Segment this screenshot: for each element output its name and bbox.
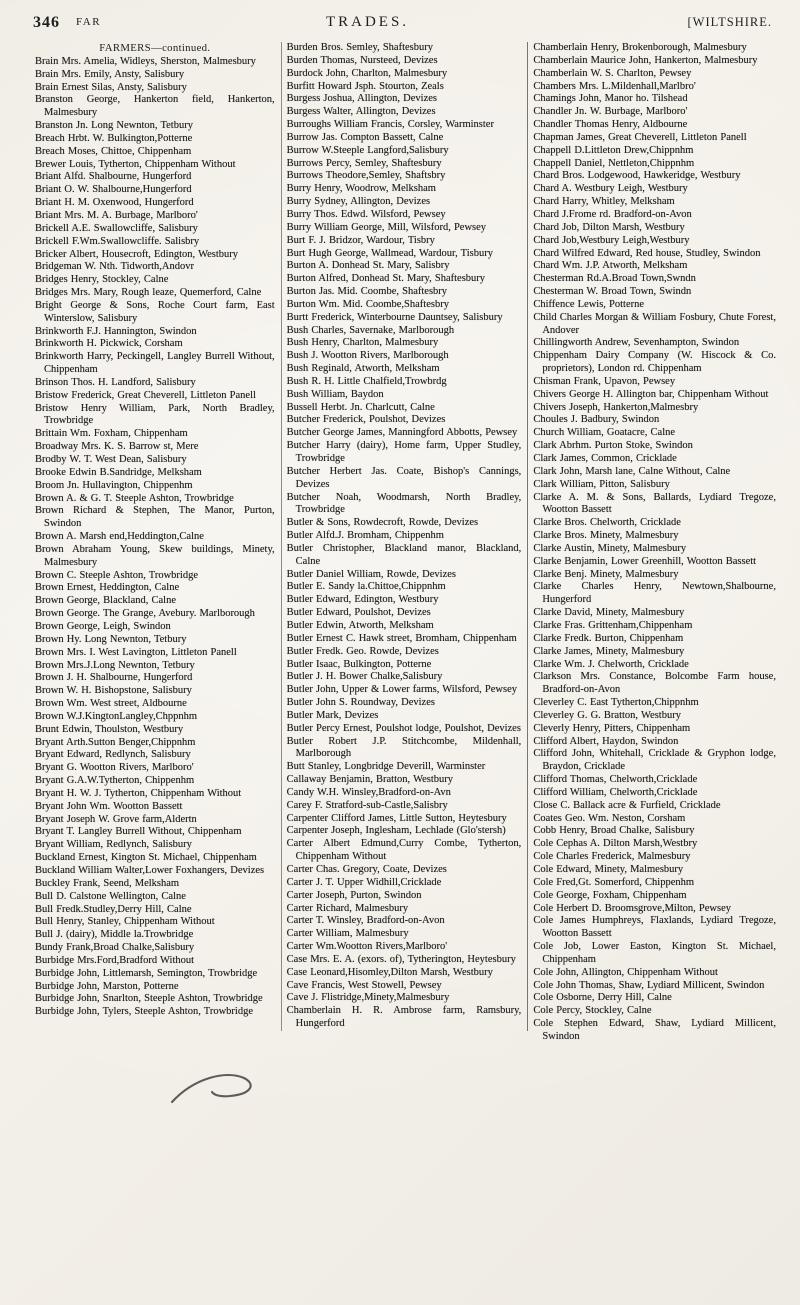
entry-list-3: [533, 42, 776, 1044]
directory-entry: Burden Bros. Semley, Shaftesbury: [286, 42, 433, 53]
directory-entry: Burfitt Howard Jsph. Stourton, Zeals: [286, 80, 444, 92]
directory-entry: Carter Wm.Wootton Rivers,Marlboro': [286, 941, 448, 953]
directory-entry: Chappell Daniel, Nettleton,Chippnhm: [533, 157, 695, 169]
directory-entry: Bryant G. Wootton Rivers, Marlboro': [35, 762, 194, 774]
directory-entry: Butcher Frederick, Poulshot, Devizes: [286, 414, 446, 426]
directory-entry: Burbidge Mrs.Ford,Bradford Without: [35, 954, 195, 966]
directory-entry: Brinkworth H. Pickwick, Corsham: [35, 338, 183, 350]
directory-entry: Butler Edward, Edington, Westbury: [286, 594, 439, 606]
directory-entry: Bush R. H. Little Chalfield,Trowbrdg: [286, 375, 447, 387]
directory-entry: Burdock John, Charlton, Malmesbury: [286, 67, 448, 79]
directory-entry: Cleverly Henry, Pitters, Chippenham: [533, 722, 691, 734]
directory-entry: Butler & Sons, Rowdecroft, Rowde, Devizes: [286, 517, 479, 529]
directory-entry: Case Mrs. E. A. (exors. of), Tytherington, Heytesbury: [286, 953, 516, 965]
directory-entry: Clarke Bros. Minety, Malmesbury: [533, 530, 679, 542]
directory-entry: Bush William, Baydon: [286, 388, 384, 400]
directory-entry: Bridgeman W. Nth. Tidworth,Andovr: [35, 261, 195, 273]
directory-entry: Burden Thomas, Nursteed, Devizes: [286, 54, 438, 66]
entry-list-2: [287, 42, 522, 1031]
directory-entry: Brickell F.Wm.Swallowcliffe. Salisbry: [35, 235, 200, 247]
directory-entry: Clarke A. M. & Sons, Ballards, Lydiard Tregoze, Wootton Bassett: [533, 491, 776, 516]
directory-entry: Cole Osborne, Derry Hill, Calne: [533, 992, 672, 1004]
directory-entry: Callaway Benjamin, Bratton, Westbury: [286, 774, 454, 786]
directory-entry: Brittain Wm. Foxham, Chippenham: [35, 428, 188, 440]
directory-entry: Choules J. Badbury, Swindon: [533, 414, 660, 426]
directory-entry: Clarke James, Minety, Malmesbury: [533, 645, 685, 657]
directory-entry: Burbidge John, Tylers, Steeple Ashton, Trowbridge: [35, 1006, 253, 1018]
directory-entry: Bryant G.A.W.Tytherton, Chippenhm: [35, 775, 195, 787]
directory-entry: Cole Charles Frederick, Malmesbury: [533, 851, 691, 863]
directory-entry: Carpenter Joseph, Inglesham, Lechlade (Glo'stersh): [286, 825, 506, 837]
entry-list-1: [35, 56, 275, 1019]
directory-entry: Bush J. Wootton Rivers, Marlborough: [286, 350, 449, 362]
directory-entry: Brown Mrs. I. West Lavington, Littleton Panell: [35, 646, 237, 658]
directory-entry: Butler E. Sandy la.Chittoe,Chippnhm: [286, 581, 446, 593]
directory-entry: Cole John Thomas, Shaw, Lydiard Millicent, Swindon: [533, 979, 765, 991]
directory-entry: Bundy Frank,Broad Chalke,Salisbury: [35, 942, 195, 954]
directory-entry: Butler John S. Roundway, Devizes: [286, 697, 435, 709]
directory-entry: Carter T. Winsley, Bradford-on-Avon: [286, 915, 445, 927]
directory-entry: Brown Hy. Long Newnton, Tetbury: [35, 633, 187, 645]
directory-entry: Bricker Albert, Housecroft, Edington, Westbury: [35, 248, 239, 260]
directory-entry: Clark Abrhm. Purton Stoke, Swindon: [533, 440, 693, 452]
directory-entry: Bryant Edward, Redlynch, Salisbury: [35, 749, 191, 761]
column-2: [281, 42, 529, 1031]
directory-entry: Clarke Charles Henry, Newtown,Shalbourne, Hungerford: [533, 581, 776, 606]
directory-entry: Cole John, Allington, Chippenham Without: [533, 966, 718, 978]
section-heading: FARMERS—continued.: [99, 42, 211, 54]
county-label: [WILTSHIRE.: [687, 15, 772, 29]
directory-entry: Cave J. Flistridge,Minety,Malmesbury: [286, 992, 450, 1004]
directory-entry: Cobb Henry, Broad Chalke, Salisbury: [533, 825, 695, 837]
directory-entry: Chesterman Rd.A.Broad Town,Swndn: [533, 273, 696, 285]
directory-entry: Chard Job,Westbury Leigh,Westbury: [533, 234, 690, 246]
directory-entry: Carpenter Clifford James, Little Sutton, Heytesbury: [286, 812, 507, 824]
directory-entry: Burton Alfred, Donhead St. Mary, Shaftesbury: [286, 273, 486, 285]
directory-entry: Burroughs William Francis, Corsley, Warminster: [286, 119, 494, 131]
directory-entry: Chiffence Lewis, Potterne: [533, 298, 645, 310]
directory-entry: Breach Hrbt. W. Bulkington,Potterne: [35, 132, 193, 144]
directory-entry: Burry Thos. Edwd. Wilsford, Pewsey: [286, 208, 446, 220]
directory-entry: Brown Richard & Stephen, The Manor, Purton, Swindon: [35, 505, 275, 530]
column-3: [528, 42, 776, 1044]
directory-entry: Butcher Noah, Woodmarsh, North Bradley, Trowbridge: [286, 491, 522, 516]
directory-entry: Chard Wm. J.P. Atworth, Melksham: [533, 260, 688, 272]
directory-entry: Burt F. J. Bridzor, Wardour, Tisbry: [286, 234, 435, 246]
directory-entry: Chard J.Frome rd. Bradford-on-Avon: [533, 208, 692, 220]
directory-entry: Butler Edwin, Atworth, Melksham: [286, 619, 434, 631]
directory-entry: Buckland William Walter,Lower Foxhangers, Devizes: [35, 865, 265, 876]
directory-entry: Brinson Thos. H. Landford, Salisbury: [35, 376, 196, 388]
directory-entry: Butler Daniel William, Rowde, Devizes: [286, 568, 456, 580]
directory-entry: Burtt Frederick, Winterbourne Dauntsey, Salisbury: [286, 311, 503, 323]
directory-entry: Branston Jn. Long Newnton, Tetbury: [35, 120, 193, 132]
directory-entry: Bryant T. Langley Burrell Without, Chippenham: [35, 826, 242, 838]
directory-entry: Bush Henry, Charlton, Malmesbury: [286, 337, 439, 349]
directory-entry: Case Leonard,Hisomley,Dilton Marsh, Westbury: [286, 966, 493, 978]
directory-entry: Clifford Thomas, Chelworth,Cricklade: [533, 774, 698, 786]
directory-entry: Burbidge John, Snarlton, Steeple Ashton, Trowbridge: [35, 993, 263, 1005]
directory-entry: Clarkson Mrs. Constance, Bolcombe Farm house, Bradford-on-Avon: [533, 671, 776, 696]
directory-entry: Cole Cephas A. Dilton Marsh,Westbry: [533, 838, 698, 850]
directory-entry: Carey F. Stratford-sub-Castle,Salisbry: [286, 799, 448, 811]
directory-entry: Brown C. Steeple Ashton, Trowbridge: [35, 569, 199, 581]
directory-entry: Brown Ernest, Heddington, Calne: [35, 582, 180, 594]
directory-entry: Carter William, Malmesbury: [286, 928, 409, 940]
directory-entry: Butler Edward, Poulshot, Devizes: [286, 607, 431, 619]
directory-entry: Cole Fred,Gt. Somerford, Chippenhm: [533, 876, 695, 888]
directory-entry: Carter Richard, Malmesbury: [286, 902, 409, 914]
directory-entry: Branston George, Hankerton field, Hankerton, Malmesbury: [35, 94, 275, 119]
directory-entry: Brinkworth F.J. Hannington, Swindon: [35, 325, 197, 337]
directory-entry: Brown J. H. Shalbourne, Hungerford: [35, 672, 193, 684]
directory-entry: Bryant John Wm. Wootton Bassett: [35, 800, 183, 812]
directory-entry: Clark James, Common, Cricklade: [533, 453, 677, 464]
directory-entry: Cole Job, Lower Easton, Kington St. Michael, Chippenham: [533, 941, 776, 965]
directory-entry: Bridges Henry, Stockley, Calne: [35, 274, 169, 286]
directory-entry: Chard A. Westbury Leigh, Westbury: [533, 183, 688, 195]
directory-entry: Burrow Jas. Compton Bassett, Calne: [286, 131, 444, 143]
directory-entry: Bristow Henry William, Park, North Bradley, Trowbridge: [35, 402, 275, 427]
directory-entry: Chivers George H. Allington bar, Chippenham Without: [533, 388, 769, 400]
directory-entry: Burbidge John, Marston, Potterne: [35, 980, 179, 992]
directory-entry: Chambers Mrs. L.Mildenhall,Marlbro': [533, 80, 696, 92]
directory-entry: Bryant H. W. J. Tytherton, Chippenham Without: [35, 787, 242, 799]
directory-entry: Cleverley C. East Tytherton,Chippnhm: [533, 697, 699, 709]
directory-entry: Butcher George James, Manningford Abbotts, Pewsey: [286, 427, 518, 439]
directory-entry: Bristow Frederick, Great Cheverell, Littleton Panell: [35, 389, 256, 401]
directory-entry: Briant Mrs. M. A. Burbage, Marlboro': [35, 209, 198, 221]
directory-entry: Clarke Austin, Minety, Malmesbury: [533, 542, 687, 554]
directory-entry: Clarke Fras. Grittenham,Chippenham: [533, 619, 693, 631]
directory-entry: Brown A. & G. T. Steeple Ashton, Trowbridge: [35, 492, 234, 504]
directory-entry: Butler Fredk. Geo. Rowde, Devizes: [286, 645, 439, 657]
directory-entry: Bussell Herbt. Jn. Charlcutt, Calne: [286, 401, 435, 413]
directory-entry: Brown George, Leigh, Swindon: [35, 620, 171, 632]
directory-entry: Cole George, Foxham, Chippenham: [533, 889, 687, 901]
directory-entry: Brain Mrs. Amelia, Widleys, Sherston, Malmesbury: [35, 55, 256, 67]
ink-mark: [168, 1068, 268, 1110]
directory-entry: Clarke Benjamin, Lower Greenhill, Wootton Bassett: [533, 555, 757, 567]
directory-entry: Chard Wilfred Edward, Red house, Studley, Swindon: [533, 247, 761, 259]
directory-entry: Chard Bros. Lodgewood, Hawkeridge, Westbury: [533, 170, 741, 182]
directory-entry: Brodby W. T. West Dean, Salisbury: [35, 454, 187, 465]
directory-entry: Bridges Mrs. Mary, Rough leaze, Quemerford, Calne: [35, 287, 262, 299]
directory-entry: Burrow W.Steeple Langford,Salisbury: [286, 144, 449, 156]
directory-entry: Clifford William, Chelworth,Cricklade: [533, 786, 698, 798]
directory-entry: Carter J. T. Upper Widhill,Cricklade: [286, 876, 442, 888]
directory-entry: Burry Henry, Woodrow, Melksham: [286, 183, 436, 195]
directory-entry: Chamberlain Henry, Brokenborough, Malmesbury: [533, 42, 747, 53]
directory-entry: Bush Reginald, Atworth, Melksham: [286, 363, 440, 375]
directory-entry: Burton Wm. Mid. Coombe,Shaftesbry: [286, 298, 449, 310]
directory-entry: Butler John, Upper & Lower farms, Wilsford, Pewsey: [286, 684, 517, 696]
directory-entry: Clarke Wm. J. Chelworth, Cricklade: [533, 658, 689, 670]
directory-entry: Bryant William, Redlynch, Salisbury: [35, 839, 192, 851]
directory-entry: Burton Jas. Mid. Coombe, Shaftesbry: [286, 286, 448, 298]
directory-entry: Butcher Harry (dairy), Home farm, Upper Studley, Trowbridge: [286, 440, 522, 464]
directory-entry: Clarke Bros. Chelworth, Cricklade: [533, 517, 681, 529]
directory-entry: Butler Percy Ernest, Poulshot lodge, Poulshot, Devizes: [286, 722, 521, 734]
directory-entry: Butler Robert J.P. Stitchcombe, Mildenhall, Marlborough: [286, 735, 522, 760]
directory-entry: Carter Albert Edmund,Curry Combe, Tytherton, Chippenham Without: [286, 838, 522, 863]
directory-entry: Bull Fredk.Studley,Derry Hill, Calne: [35, 903, 192, 915]
directory-entry: Butcher Herbert Jas. Coate, Bishop's Cannings, Devizes: [286, 465, 522, 490]
directory-entry: Brewer Louis, Tytherton, Chippenham Without: [35, 158, 236, 170]
directory-entry: Brown George, Blackland, Calne: [35, 595, 176, 607]
directory-entry: Brown Abraham Young, Skew buildings, Minety, Malmesbury: [35, 543, 275, 568]
directory-entry: Carter Chas. Gregory, Coate, Devizes: [286, 864, 447, 875]
directory-entry: Briant H. M. Oxenwood, Hungerford: [35, 197, 194, 209]
directory-entry: Clarke Fredk. Burton, Chippenham: [533, 632, 684, 644]
directory-entry: Cole James Humphreys, Flaxlands, Lydiard Tregoze, Wootton Bassett: [533, 915, 776, 940]
directory-entry: Brickell A.E. Swallowcliffe, Salisbury: [35, 222, 198, 234]
directory-entry: Brunt Edwin, Thoulston, Westbury: [35, 723, 184, 735]
directory-entry: Butler Isaac, Bulkington, Potterne: [286, 658, 432, 670]
directory-entry: Butler Ernest C. Hawk street, Bromham, Chippenham: [286, 632, 517, 644]
directory-entry: Chamberlain Maurice John, Hankerton, Malmesbury: [533, 54, 758, 66]
directory-entry: Brown A. Marsh end,Heddington,Calne: [35, 531, 204, 543]
directory-entry: Chandler Thomas Henry, Aldbourne: [533, 119, 688, 131]
directory-entry: Burrows Percy, Semley, Shaftesbury: [286, 157, 442, 169]
catchword: FAR: [76, 16, 102, 28]
directory-entry: Chapman James, Great Cheverell, Littleton Panell: [533, 131, 747, 143]
directory-entry: Brain Ernest Silas, Ansty, Salisbury: [35, 81, 187, 93]
directory-entry: Broom Jn. Hullavington, Chippenhm: [35, 479, 193, 491]
directory-entry: Cave Francis, West Stowell, Pewsey: [286, 979, 442, 991]
directory-entry: Clarke Benj. Minety, Malmesbury: [533, 568, 679, 580]
directory-entry: Chamberlain H. R. Ambrose farm, Ramsbury, Hungerford: [286, 1005, 522, 1030]
directory-entry: Brooke Edwin B.Sandridge, Melksham: [35, 466, 202, 478]
directory-entry: Bull Henry, Stanley, Chippenham Without: [35, 916, 215, 928]
directory-entry: Child Charles Morgan & William Fosbury, Chute Forest, Andover: [533, 311, 776, 336]
directory-entry: Cole Herbert D. Broomsgrove,Milton, Pewsey: [533, 902, 731, 914]
directory-entry: Chard Job, Dilton Marsh, Westbury: [533, 221, 685, 233]
directory-entry: Chesterman W. Broad Town, Swindn: [533, 286, 692, 298]
directory-entry: Chappell D.Littleton Drew,Chippnhm: [533, 144, 694, 156]
directory-entry: Bull D. Calstone Wellington, Calne: [35, 890, 186, 902]
directory-entry: Butler Christopher, Blackland manor, Blackland, Calne: [286, 542, 522, 567]
directory-entry: Brown Mrs.J.Long Newnton, Tetbury: [35, 659, 195, 671]
directory-entry: Brain Mrs. Emily, Ansty, Salisbury: [35, 68, 185, 80]
directory-entry: Buckley Frank, Seend, Melksham: [35, 877, 180, 889]
directory-entry: Chard Harry, Whitley, Melksham: [533, 196, 675, 208]
directory-entry: Cleverley G. G. Bratton, Westbury: [533, 709, 681, 721]
directory-entry: Butt Stanley, Longbridge Deverill, Warminster: [286, 761, 486, 773]
directory-entry: Burrows Theodore,Semley, Shaftsbry: [286, 170, 446, 182]
directory-entry: Broadway Mrs. K. S. Barrow st, Mere: [35, 441, 199, 453]
directory-entry: Bull J. (dairy), Middle la.Trowbridge: [35, 929, 194, 941]
directory-entry: Cole Percy, Stockley, Calne: [533, 1005, 652, 1017]
directory-entry: Brown George. The Grange, Avebury. Marlborough: [35, 608, 255, 620]
directory-entry: Clifford Albert, Haydon, Swindon: [533, 735, 679, 747]
directory-entry: Breach Moses, Chittoe, Chippenham: [35, 145, 192, 157]
page-title: TRADES.: [325, 14, 410, 30]
directory-entry: Burry Sydney, Allington, Devizes: [286, 196, 431, 208]
directory-entry: Chivers Joseph, Hankerton,Malmesbry: [533, 401, 699, 413]
directory-entry: Church William, Goatacre, Calne: [533, 427, 676, 439]
directory-entry: Cole Edward, Minety, Malmesbury: [533, 864, 684, 875]
directory-entry: Bright George & Sons, Roche Court farm, East Winterslow, Salisbury: [35, 299, 275, 324]
directory-entry: Bryant Joseph W. Grove farm,Aldertn: [35, 813, 197, 825]
directory-entry: Burgess Joshua, Allington, Devizes: [286, 93, 437, 105]
directory-entry: Butler Alfd.J. Bromham, Chippenhm: [286, 530, 444, 542]
directory-entry: Chamberlain W. S. Charlton, Pewsey: [533, 67, 692, 79]
page-number: 346: [33, 14, 60, 31]
directory-entry: Chandler Jn. W. Burbage, Marlboro': [533, 106, 688, 118]
directory-entry: Brinkworth Harry, Peckingell, Langley Burrell Without, Chippenham: [35, 351, 275, 376]
directory-entry: Butler Mark, Devizes: [286, 709, 379, 721]
directory-entry: Carter Joseph, Purton, Swindon: [286, 889, 422, 901]
directory-entry: Clark John, Marsh lane, Calne Without, Calne: [533, 465, 731, 477]
directory-entry: Chillingworth Andrew, Sevenhampton, Swindon: [533, 337, 740, 349]
directory-entry: Buckland Ernest, Kington St. Michael, Chippenham: [35, 852, 257, 864]
directory-entry: Cole Stephen Edward, Shaw, Lydiard Millicent, Swindon: [533, 1018, 776, 1042]
directory-entry: Coates Geo. Wm. Neston, Corsham: [533, 812, 686, 824]
directory-entry: Clark William, Pitton, Salisbury: [533, 478, 670, 490]
directory-entry: Clifford John, Whitehall, Cricklade & Gryphon lodge, Braydon, Cricklade: [533, 748, 776, 773]
directory-entry: Burton A. Donhead St. Mary, Salisbry: [286, 260, 450, 272]
directory-entry: Butler J. H. Bower Chalke,Salisbury: [286, 671, 443, 683]
running-header: [33, 14, 772, 38]
directory-entry: Chamings John, Manor ho. Tilshead: [533, 93, 688, 105]
directory-entry: Clarke David, Minety, Malmesbury: [533, 607, 685, 619]
directory-entry: Briant O. W. Shalbourne,Hungerford: [35, 184, 192, 196]
directory-entry: Brown W. H. Bishopstone, Salisbury: [35, 685, 192, 697]
directory-entry: Bush Charles, Savernake, Marlborough: [286, 324, 455, 336]
directory-entry: Chisman Frank, Upavon, Pewsey: [533, 375, 676, 387]
directory-entry: Brown W.J.KingtonLangley,Chppnhm: [35, 710, 197, 722]
directory-entry: Burbidge John, Littlemarsh, Semington, Trowbridge: [35, 967, 258, 979]
directory-entry: Chippenham Dairy Company (W. Hiscock & Co. proprietors), London rd. Chippenham: [533, 350, 776, 375]
directory-columns: [33, 42, 776, 1044]
directory-entry: Burt Hugh George, Wallmead, Wardour, Tisbury: [286, 247, 493, 259]
directory-entry: Burgess Walter, Allington, Devizes: [286, 106, 436, 118]
directory-entry: Burry William George, Mill, Wilsford, Pewsey: [286, 221, 487, 233]
directory-entry: Candy W.H. Winsley,Bradford-on-Avn: [286, 786, 451, 798]
directory-entry: Briant Alfd. Shalbourne, Hungerford: [35, 171, 192, 183]
directory-entry: Brown Wm. West street, Aldbourne: [35, 698, 187, 710]
directory-entry: Close C. Ballack acre & Furfield, Cricklade: [533, 799, 721, 811]
directory-entry: Bryant Arth.Sutton Benger,Chippnhm: [35, 736, 196, 748]
column-1: [33, 42, 281, 1019]
